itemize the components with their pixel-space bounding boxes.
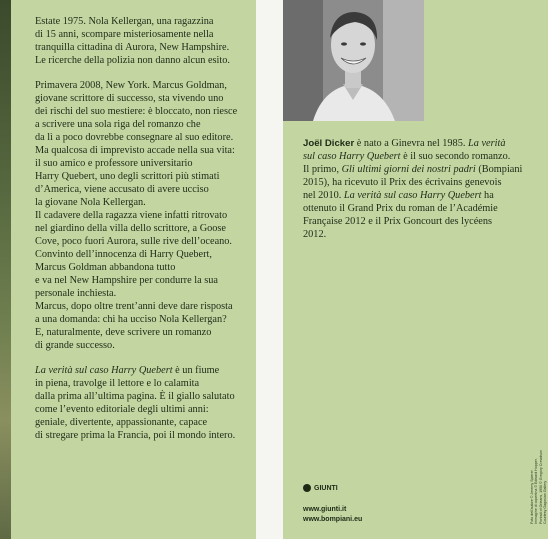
- fold-gap: [256, 0, 283, 539]
- credit-line: Immagine di copertina © Edward Hopper,: [534, 458, 539, 524]
- synopsis-line: di grande successo.: [35, 340, 115, 351]
- synopsis-text: [35, 15, 261, 454]
- bio-line: Française 2012 e il Prix Goncourt des lycéens: [303, 216, 493, 227]
- synopsis-line: di stregare prima la Francia, poi il mondo intero.: [35, 430, 236, 441]
- bio-line: [303, 150, 529, 163]
- synopsis-line: nel giardino della villa dello scrittore, a Goose: [35, 223, 227, 234]
- bio-text: è il suo secondo romanzo.: [400, 151, 511, 162]
- synopsis-line: E, naturalmente, deve scrivere un romanzo: [35, 327, 212, 338]
- synopsis-line: Marcus Goldman abbandona tutto: [35, 262, 176, 273]
- synopsis-line: d’America, viene accusato di avere ucciso: [35, 184, 209, 195]
- bio-line: [303, 189, 529, 202]
- credit-line: Portrait of Orleans, 1950 © Gregory Crewdson: [538, 450, 543, 524]
- bio-line: [303, 163, 529, 176]
- synopsis-paragraph-3: [35, 364, 261, 442]
- publisher-name: GIUNTI: [314, 484, 338, 492]
- synopsis-line: a una domanda: chi ha ucciso Nola Kellergan?: [35, 314, 227, 325]
- synopsis-line: Marcus, dopo oltre trent’anni deve dare risposta: [35, 301, 233, 312]
- synopsis-line: Ma qualcosa di imprevisto accade nella sua vita:: [35, 145, 235, 156]
- synopsis-line: tranquilla cittadina di Aurora, New Hampshire.: [35, 42, 230, 53]
- synopsis-paragraph-2: [35, 79, 261, 352]
- synopsis-line: a scrivere una sola riga del romanzo che: [35, 119, 201, 130]
- synopsis-line: da lì a poco dovrebbe consegnare al suo editore.: [35, 132, 234, 143]
- synopsis-line: Primavera 2008, New York. Marcus Goldman,: [35, 80, 227, 91]
- book-title: sul caso Harry Quebert: [303, 151, 401, 162]
- image-credits: [530, 424, 548, 524]
- bio-line: 2015), ha ricevuto il Prix des écrivains genevois: [303, 177, 502, 188]
- publisher-logo-icon: [303, 484, 311, 492]
- synopsis-line: giovane scrittore di successo, sta vivendo uno: [35, 93, 224, 104]
- synopsis-line: Convinto dell’innocenza di Harry Quebert,: [35, 249, 212, 260]
- synopsis-line: [35, 364, 261, 377]
- author-photo: [283, 0, 424, 121]
- book-title: Gli ultimi giorni dei nostri padri: [341, 164, 476, 175]
- synopsis-line: personale inchiesta.: [35, 288, 117, 299]
- book-title: La verità sul caso Harry Quebert: [343, 190, 482, 201]
- bio-text: è nato a Ginevra nel 1985.: [354, 138, 469, 149]
- website-link[interactable]: www.bompiani.eu: [303, 516, 363, 523]
- synopsis-line: Harry Quebert, uno degli scrittori più stimati: [35, 171, 220, 182]
- synopsis-line: Estate 1975. Nola Kellergan, una ragazzina: [35, 16, 214, 27]
- synopsis-line: geniale, divertente, appassionante, capace: [35, 417, 208, 428]
- synopsis-panel: [11, 0, 256, 539]
- synopsis-line: come l’evento editoriale degli ultimi anni:: [35, 404, 209, 415]
- synopsis-text-fragment: è un fiume: [172, 365, 220, 376]
- bio-line: [303, 137, 529, 150]
- synopsis-line: dei rischi del suo mestiere: è bloccato, non riesce: [35, 106, 238, 117]
- author-portrait-illustration: [283, 0, 424, 121]
- synopsis-line: in piena, travolge il lettore e lo calamita: [35, 378, 200, 389]
- synopsis-line: Le ricerche della polizia non danno alcun esito.: [35, 55, 230, 66]
- synopsis-line: Cove, poco fuori Aurora, sulle rive dell’oceano.: [35, 236, 233, 247]
- bio-line: 2012.: [303, 229, 327, 240]
- synopsis-paragraph-1: [35, 15, 261, 67]
- publisher-logo: [303, 484, 338, 492]
- bio-line: ottenuto il Grand Prix du roman de l’Académie: [303, 203, 498, 214]
- bio-text: Il primo,: [303, 164, 342, 175]
- synopsis-line: Il cadavere della ragazza viene infatti ritrovato: [35, 210, 228, 221]
- cover-photo-edge: [0, 0, 11, 539]
- bio-text: (Bompiani: [475, 164, 523, 175]
- synopsis-line: dalla prima all’ultima pagina. È il giallo salutato: [35, 391, 235, 402]
- synopsis-line: di 15 anni, scompare misteriosamente nella: [35, 29, 214, 40]
- author-bio: [303, 137, 529, 241]
- publisher-websites: [303, 505, 362, 525]
- book-title: La verità sul caso Harry Quebert: [35, 365, 173, 376]
- synopsis-line: la giovane Nola Kellergan.: [35, 197, 146, 208]
- credit-line: Courtesy Gagosian Gallery: [543, 480, 548, 524]
- synopsis-line: e va nel New Hampshire per condurre la sua: [35, 275, 218, 286]
- website-link[interactable]: www.giunti.it: [303, 506, 347, 513]
- bio-text: ha: [481, 190, 494, 201]
- book-title: La verità: [468, 138, 506, 149]
- credit-line: Foto dell’autore © Jeremy Spierer: [530, 470, 534, 524]
- author-name: Joël Dicker: [303, 138, 355, 149]
- bio-text: nel 2010.: [303, 190, 344, 201]
- synopsis-line: il suo amico e professore universitario: [35, 158, 193, 169]
